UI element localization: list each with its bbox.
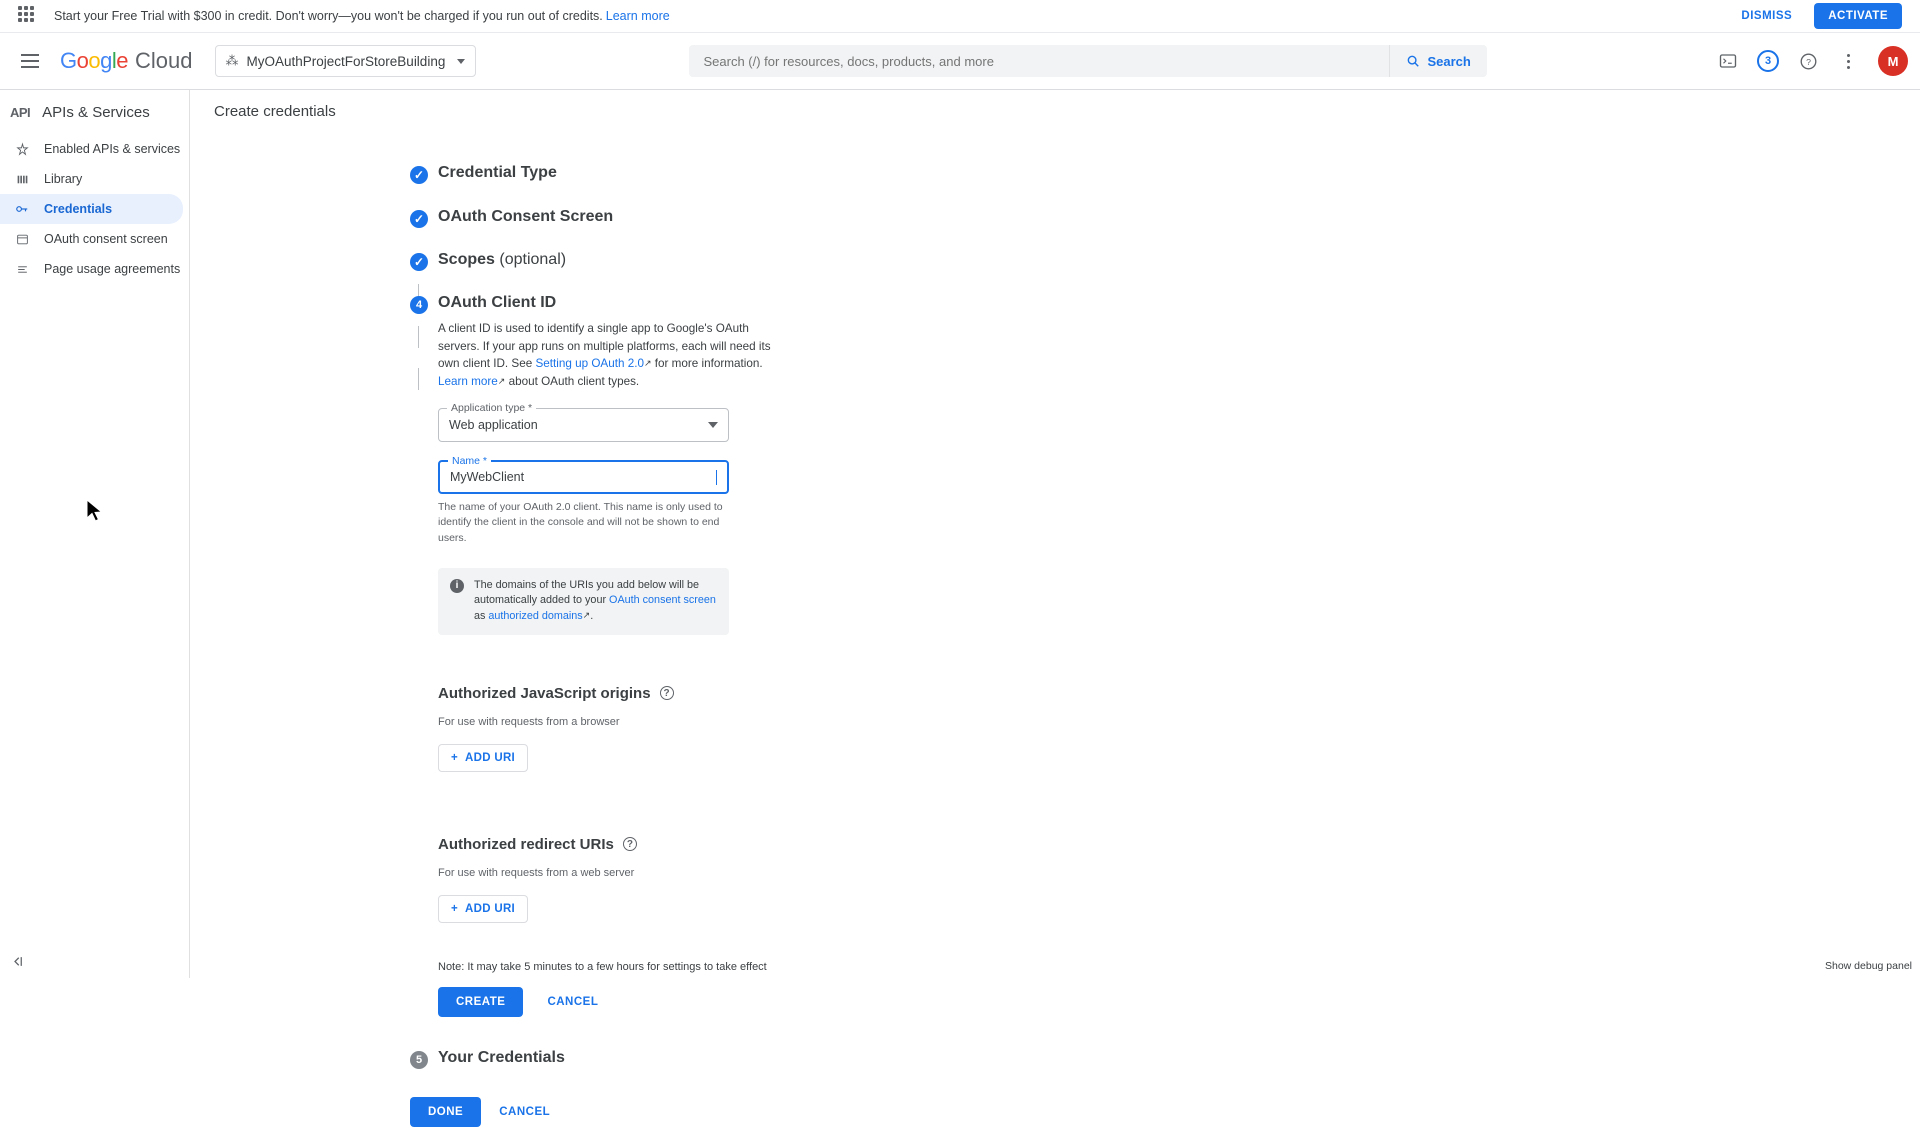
done-button[interactable]: DONE	[410, 1097, 481, 1127]
redirect-uris-heading: Authorized redirect URIs	[438, 835, 614, 853]
google-cloud-logo[interactable]	[60, 48, 193, 74]
free-trial-banner	[0, 0, 1920, 33]
logo-letter: o	[88, 48, 101, 73]
add-redirect-uri-button[interactable]	[438, 895, 528, 923]
sidebar-item-oauth-consent-screen[interactable]	[0, 224, 183, 254]
sidebar-item-credentials[interactable]	[0, 194, 183, 224]
desc-part-2: for more information.	[651, 357, 763, 371]
redirect-uris-note: For use with requests from a web server	[438, 866, 635, 879]
setting-up-oauth-link[interactable]: Setting up OAuth 2.0	[535, 357, 644, 371]
learn-more-link[interactable]: Learn more	[438, 374, 498, 388]
wizard-step-your-credentials[interactable]	[190, 1049, 1920, 1067]
cloud-wordmark: Cloud	[135, 48, 193, 73]
step-marker-pending: 5	[410, 1051, 428, 1069]
terminal-icon	[1719, 52, 1737, 70]
consent-icon	[14, 233, 30, 246]
wizard-step-scopes[interactable]	[190, 251, 1920, 269]
project-name: MyOAuthProjectForStoreBuilding	[246, 53, 446, 69]
settings-delay-note: Note: It may take 5 minutes to a few hours for settings to take effect	[438, 960, 767, 973]
project-selector[interactable]	[215, 45, 477, 77]
search-button[interactable]	[1389, 45, 1486, 77]
step-title	[438, 251, 566, 269]
info-text-2: as	[474, 610, 489, 623]
step-title-text: Scopes	[438, 251, 495, 268]
sidebar-title: APIs & Services	[42, 103, 150, 121]
search-button-label: Search	[1427, 53, 1471, 69]
top-navigation-bar	[0, 33, 1920, 90]
wizard-step-oauth-client-id	[190, 294, 1920, 312]
add-js-origin-uri-button[interactable]	[438, 744, 528, 772]
collapse-panel-icon[interactable]	[10, 954, 25, 972]
step-connector	[418, 326, 419, 348]
main-content	[190, 90, 1920, 1118]
external-link-icon: ↗	[582, 610, 591, 621]
client-id-description	[438, 320, 788, 390]
step-title: Credential Type	[438, 164, 557, 181]
search-input[interactable]	[701, 53, 1377, 70]
sidebar-item-label: Enabled APIs & services	[44, 142, 181, 156]
info-box-text	[474, 578, 717, 625]
name-input[interactable]	[438, 455, 729, 494]
step-marker-complete: ✓	[410, 210, 428, 228]
name-value: MyWebClient	[450, 470, 525, 485]
sidebar-item-label: Library	[44, 172, 83, 186]
authorized-redirect-uris-title	[438, 836, 1078, 853]
name-helper-text: The name of your OAuth 2.0 client. This name is only used to identify the client in the console and will not be shown to end users.	[438, 501, 723, 544]
hamburger-menu-icon[interactable]	[10, 41, 50, 81]
sidebar-header	[0, 90, 189, 134]
create-button[interactable]: CREATE	[438, 987, 523, 1017]
dashboard-icon	[14, 143, 30, 156]
trial-message: Start your Free Trial with $300 in credit. Don't worry—you won't be charged if you run out of credits.	[54, 9, 603, 23]
logo-letter: l	[111, 48, 117, 73]
cancel-button[interactable]: CANCEL	[541, 987, 604, 1017]
api-icon: API	[10, 104, 31, 120]
domains-info-box	[438, 568, 729, 635]
step-marker-active: 4	[410, 296, 428, 314]
wizard-step-credential-type[interactable]	[190, 164, 1920, 182]
chevron-down-icon	[457, 59, 465, 64]
help-icon[interactable]	[1790, 43, 1826, 79]
chevron-down-icon	[708, 422, 718, 428]
search-area	[476, 45, 1700, 77]
search-icon	[1406, 54, 1420, 68]
plus-icon: +	[451, 751, 459, 764]
activate-button[interactable]: ACTIVATE	[1814, 3, 1902, 29]
oauth-client-id-form	[438, 320, 1078, 1017]
help-icon[interactable]: ?	[623, 837, 637, 851]
step-title: OAuth Consent Screen	[438, 208, 614, 225]
more-options-icon[interactable]	[1830, 43, 1866, 79]
help-icon[interactable]: ?	[660, 686, 674, 700]
info-text-3: .	[590, 610, 594, 623]
sidebar-item-label: OAuth consent screen	[44, 232, 168, 246]
step-title-optional: (optional)	[494, 251, 567, 268]
application-type-select[interactable]	[438, 402, 729, 442]
desc-part-3: about OAuth client types.	[505, 374, 640, 388]
sidebar-item-library[interactable]	[0, 164, 183, 194]
bottom-cancel-button[interactable]: CANCEL	[493, 1097, 556, 1127]
project-icon: ⁂	[225, 53, 239, 68]
desc-part-1: A client ID is used to identify a single app to Google's OAuth servers. If your app runs on multiple platforms, each will need its own client ID. See	[438, 322, 771, 371]
sidebar	[0, 90, 190, 978]
credentials-wizard	[190, 134, 1920, 1127]
sidebar-item-label: Page usage agreements	[44, 262, 181, 276]
kebab-dots-icon	[1847, 54, 1850, 69]
external-link-icon: ↗	[643, 358, 652, 369]
page-body	[0, 90, 1920, 1118]
application-type-label: Application type *	[447, 402, 536, 414]
notifications-icon[interactable]	[1750, 43, 1786, 79]
step-marker-complete: ✓	[410, 253, 428, 271]
step-connector	[418, 368, 419, 390]
agreement-icon	[14, 263, 30, 276]
plus-icon: +	[451, 902, 459, 915]
search-box[interactable]	[689, 45, 1389, 77]
form-actions	[438, 987, 1078, 1017]
page-title: Create credentials	[214, 103, 336, 120]
application-type-value: Web application	[449, 418, 538, 433]
js-origins-heading: Authorized JavaScript origins	[438, 684, 651, 702]
logo-letter: o	[76, 48, 89, 73]
key-icon	[14, 202, 30, 216]
js-origins-note: For use with requests from a browser	[438, 715, 620, 728]
step-title: Your Credentials	[438, 1048, 565, 1066]
name-label: Name *	[448, 455, 491, 467]
external-link-icon: ↗	[497, 375, 506, 386]
notification-count-badge: 3	[1757, 50, 1779, 72]
question-mark-icon	[1799, 52, 1818, 71]
apps-grid-icon[interactable]	[18, 6, 38, 26]
cloud-shell-icon[interactable]	[1710, 43, 1746, 79]
library-icon	[14, 173, 30, 186]
topbar-icon-group	[1710, 43, 1908, 79]
sidebar-item-page-usage-agreements[interactable]	[0, 254, 183, 284]
step-title: OAuth Client ID	[438, 294, 557, 311]
authorized-domains-link[interactable]: authorized domains	[488, 610, 583, 623]
add-uri-label: ADD URI	[465, 902, 516, 915]
sidebar-item-enabled-apis[interactable]	[0, 134, 183, 164]
info-icon: i	[450, 579, 464, 593]
logo-letter: G	[60, 48, 77, 73]
authorized-js-origins-title	[438, 685, 1078, 702]
show-debug-panel-link[interactable]: Show debug panel	[1825, 960, 1912, 972]
step-marker-complete: ✓	[410, 166, 428, 184]
wizard-bottom-actions	[410, 1097, 1920, 1127]
text-cursor	[716, 470, 717, 485]
avatar[interactable]: M	[1878, 46, 1908, 76]
info-text-1: The domains of the URIs you add below will be automatically added to your	[474, 578, 700, 607]
logo-letter: g	[100, 48, 112, 73]
add-uri-label: ADD URI	[465, 751, 516, 764]
wizard-step-oauth-consent-screen[interactable]	[190, 208, 1920, 226]
oauth-consent-screen-link[interactable]: OAuth consent screen	[609, 594, 716, 607]
google-wordmark	[60, 48, 128, 74]
trial-learn-more-link[interactable]: Learn more	[605, 9, 670, 23]
dismiss-button[interactable]: DISMISS	[1731, 4, 1802, 28]
sidebar-item-label: Credentials	[44, 202, 113, 216]
logo-letter: e	[116, 48, 129, 73]
svg-text:?: ?	[1805, 56, 1811, 67]
